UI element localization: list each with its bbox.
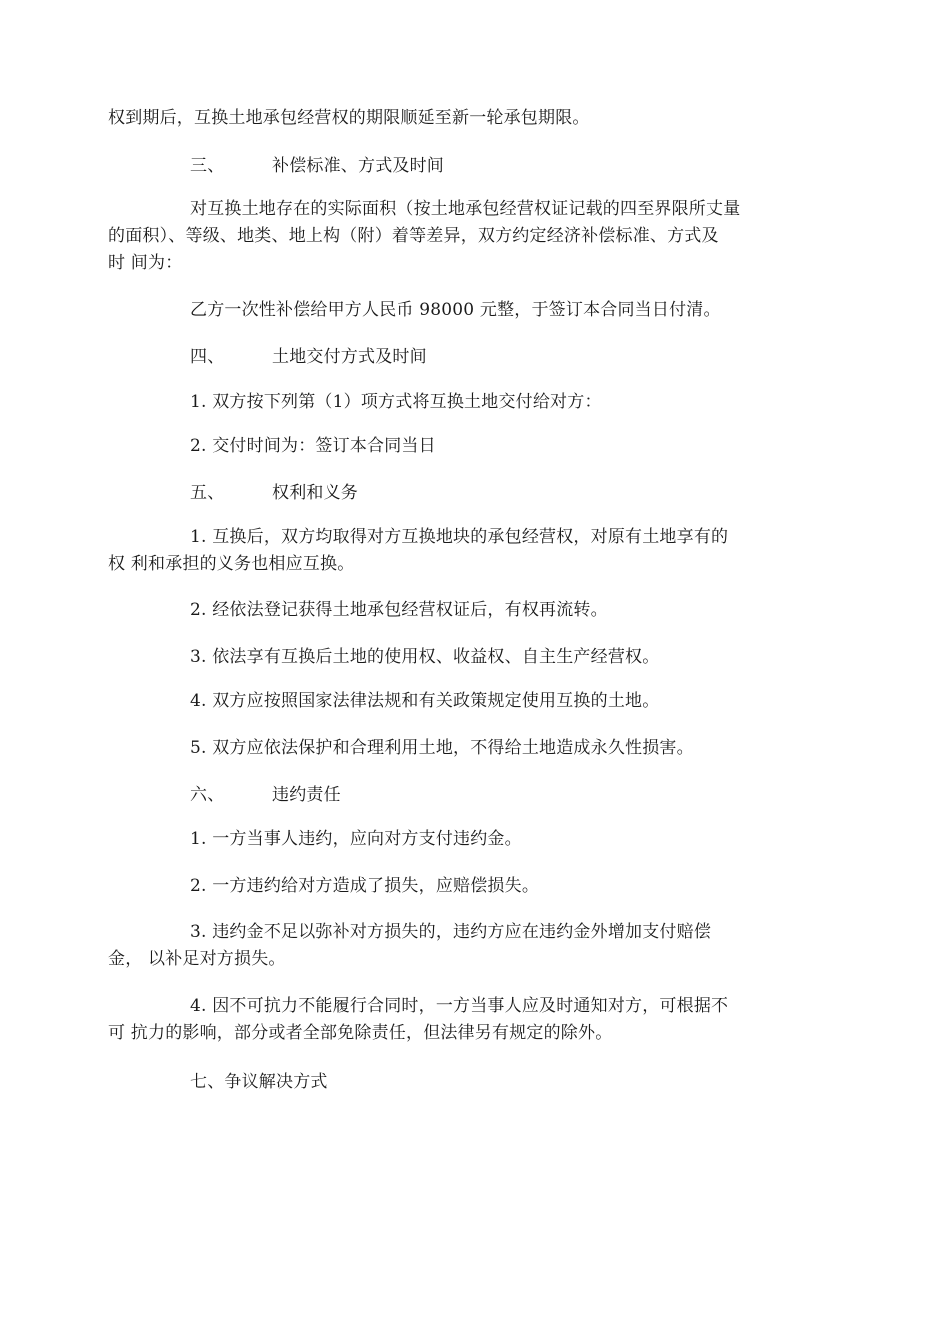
section-6-heading [190,784,341,806]
section-6-item4-line1: 4. 因不可抗力不能履行合同时，一方当事人应及时通知对方，可根据不 [190,996,729,1016]
section-6-item3-line1: 3. 违约金不足以弥补对方损失的，违约方应在违约金外增加支付赔偿 [190,922,712,942]
section-5-item1-line2: 权 利和承担的义务也相应互换。 [108,554,355,574]
section-5-item3: 3. 依法享有互换后土地的使用权、收益权、自主生产经营权。 [190,647,660,667]
section-3-para2: 乙方一次性补偿给甲方人民币 98000 元整，于签订本合同当日付清。 [190,300,721,320]
paragraph-continuation: 权到期后，互换土地承包经营权的期限顺延至新一轮承包期限。 [108,108,590,128]
section-3-para1-line2: 的面积）、等级、地类、地上构（附）着等差异，双方约定经济补偿标准、方式及 [108,226,719,246]
section-4-number: 四、 [190,347,225,367]
section-3-para1-line3: 时 间为： [108,253,183,273]
section-5-item4: 4. 双方应按照国家法律法规和有关政策规定使用互换的土地。 [190,691,660,711]
section-4-item2: 2. 交付时间为：签订本合同当日 [190,436,436,456]
section-6-item1: 1. 一方当事人违约，应向对方支付违约金。 [190,829,522,849]
section-6-title: 违约责任 [272,785,341,805]
section-6-number: 六、 [190,785,225,805]
section-4-item1: 1. 双方按下列第（1）项方式将互换土地交付给对方： [190,392,602,412]
section-7-heading: 七、争议解决方式 [190,1072,328,1092]
section-3-title: 补偿标准、方式及时间 [272,156,444,176]
section-3-para1-line1: 对互换土地存在的实际面积（按土地承包经营权证记载的四至界限所丈量 [190,199,741,219]
section-3-number: 三、 [190,156,225,176]
section-5-item1-line1: 1. 互换后，双方均取得对方互换地块的承包经营权，对原有土地享有的 [190,527,729,547]
section-4-heading [190,346,427,368]
section-4-title: 土地交付方式及时间 [272,347,427,367]
section-6-item4-line2: 可 抗力的影响，部分或者全部免除责任，但法律另有规定的除外。 [108,1023,613,1043]
section-5-item5: 5. 双方应依法保护和合理利用土地，不得给土地造成永久性损害。 [190,738,694,758]
section-5-number: 五、 [190,483,225,503]
section-5-item2: 2. 经依法登记获得土地承包经营权证后，有权再流转。 [190,600,608,620]
section-5-title: 权利和义务 [272,483,358,503]
section-5-heading [190,482,358,504]
section-3-heading [190,155,444,177]
section-6-item2: 2. 一方违约给对方造成了损失，应赔偿损失。 [190,876,540,896]
section-6-item3-line2: 金， 以补足对方损失。 [108,949,286,969]
